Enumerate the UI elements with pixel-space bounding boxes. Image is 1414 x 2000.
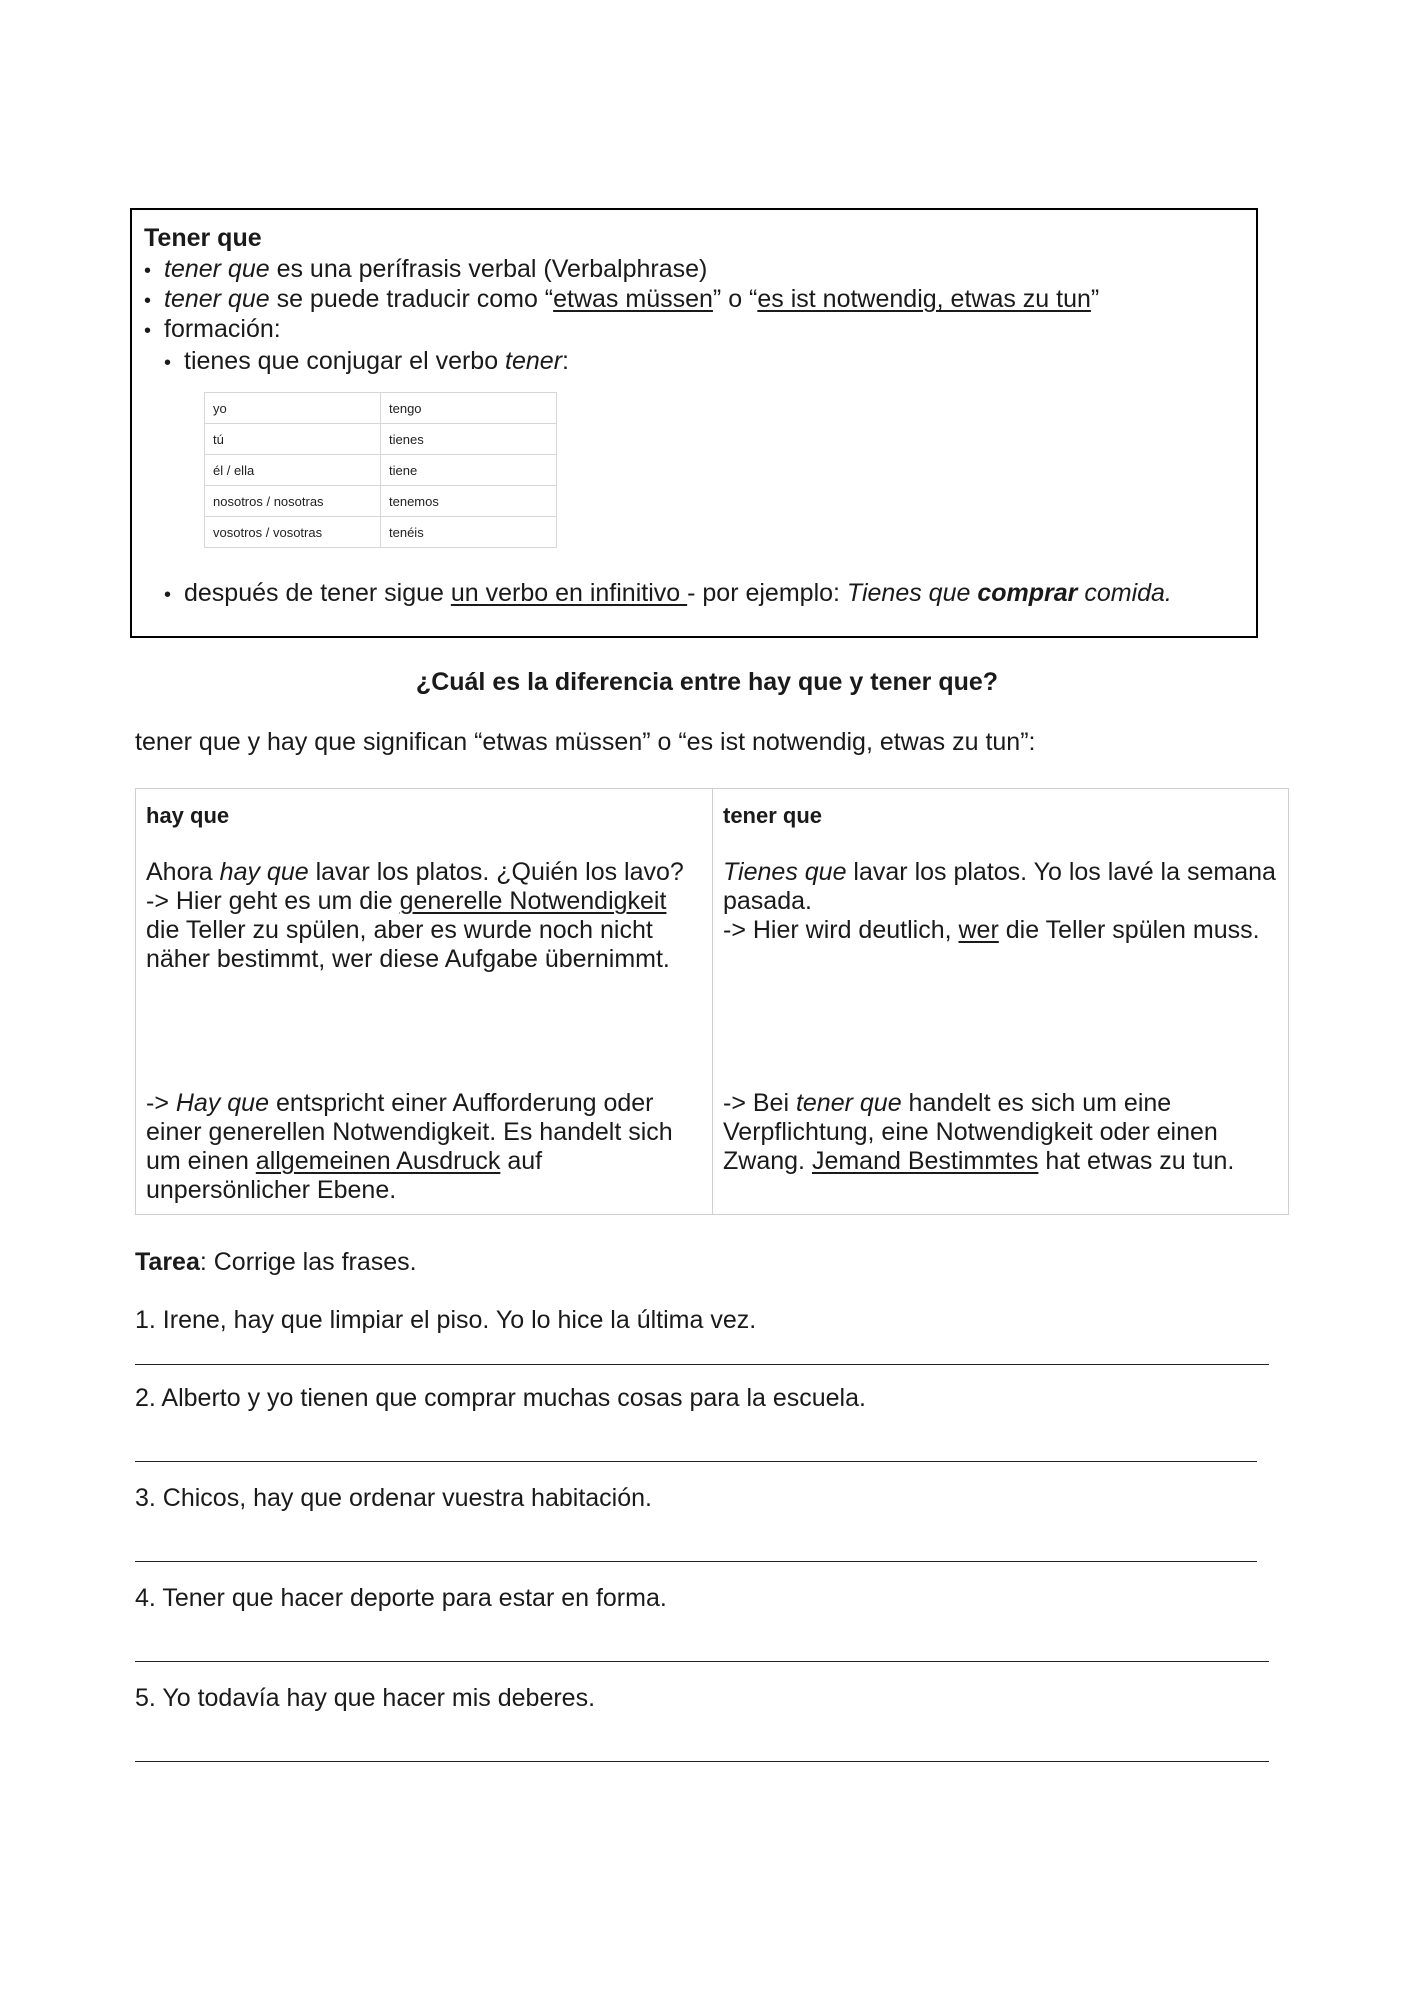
bullet-icon: •: [164, 584, 172, 606]
bullet-infinitive: • después de tener sigue un verbo en infinitivo - por ejemplo: Tienes que comprar comida.: [164, 578, 1172, 610]
section-heading: ¿Cuál es la diferencia entre hay que y tener que?: [415, 668, 999, 696]
explanation-paragraph: -> Bei tener que handelt es sich um eine Verpflichtung, eine Notwendigkeit oder einen Zwang. Jemand Bestimmtes hat etwas zu tun.: [723, 1089, 1235, 1175]
exercise-5: 5. Yo todavía hay que hacer mis deberes.: [135, 1684, 596, 1712]
column-hay-que: [136, 789, 713, 1214]
exercise-4: 4. Tener que hacer deporte para estar en forma.: [135, 1584, 667, 1612]
table-row: nosotros / nosotras tenemos: [205, 486, 557, 517]
answer-line-1[interactable]: [135, 1364, 1269, 1365]
exercise-1: 1. Irene, hay que limpiar el piso. Yo lo hice la última vez.: [135, 1306, 757, 1334]
example-paragraph: Ahora hay que lavar los platos. ¿Quién los lavo? -> Hier geht es um die generelle Notwendigkeit die Teller zu spülen, aber es wurde noch nicht näher bestimmt, wer diese Aufgabe übernimmt.: [146, 858, 684, 973]
bullet-definition: • tener que es una perífrasis verbal (Verbalphrase): [144, 254, 707, 286]
table-row: él / ella tiene: [205, 455, 557, 486]
bullet-icon: •: [144, 290, 152, 312]
table-row: tú tienes: [205, 424, 557, 455]
task-instruction: Tarea: Corrige las frases.: [135, 1248, 417, 1276]
bullet-icon: •: [144, 320, 152, 342]
conjugation-table: [204, 392, 557, 548]
column-tener-que: [713, 789, 1288, 1214]
intro-text: tener que y hay que significan “etwas müssen” o “es ist notwendig, etwas zu tun”:: [135, 728, 1036, 756]
table-row: yo tengo: [205, 393, 557, 424]
box-title: Tener que: [144, 224, 262, 252]
answer-line-4[interactable]: [135, 1661, 1269, 1662]
bullet-translation: • tener que se puede traducir como “etwas müssen” o “es ist notwendig, etwas zu tun”: [144, 284, 1099, 316]
bullet-formation: • formación:: [144, 314, 281, 346]
exercise-2: 2. Alberto y yo tienen que comprar muchas cosas para la escuela.: [135, 1384, 866, 1412]
column-header: hay que: [146, 803, 230, 828]
exercise-3: 3. Chicos, hay que ordenar vuestra habitación.: [135, 1484, 652, 1512]
answer-line-5[interactable]: [135, 1761, 1269, 1762]
answer-line-3[interactable]: [135, 1561, 1257, 1562]
table-row: vosotros / vosotras tenéis: [205, 517, 557, 548]
comparison-table: [135, 788, 1289, 1215]
column-header: tener que: [723, 803, 823, 828]
grammar-box: [130, 208, 1258, 638]
explanation-paragraph: -> Hay que entspricht einer Aufforderung oder einer generellen Notwendigkeit. Es handelt sich um einen allgemeinen Ausdruck auf unpersönlicher Ebene.: [146, 1089, 673, 1204]
answer-line-2[interactable]: [135, 1461, 1257, 1462]
bullet-icon: •: [164, 352, 172, 374]
example-paragraph: Tienes que lavar los platos. Yo los lavé la semana pasada. -> Hier wird deutlich, wer die Teller spülen muss.: [723, 858, 1276, 944]
bullet-conjugate: • tienes que conjugar el verbo tener:: [164, 346, 569, 378]
bullet-icon: •: [144, 260, 152, 282]
